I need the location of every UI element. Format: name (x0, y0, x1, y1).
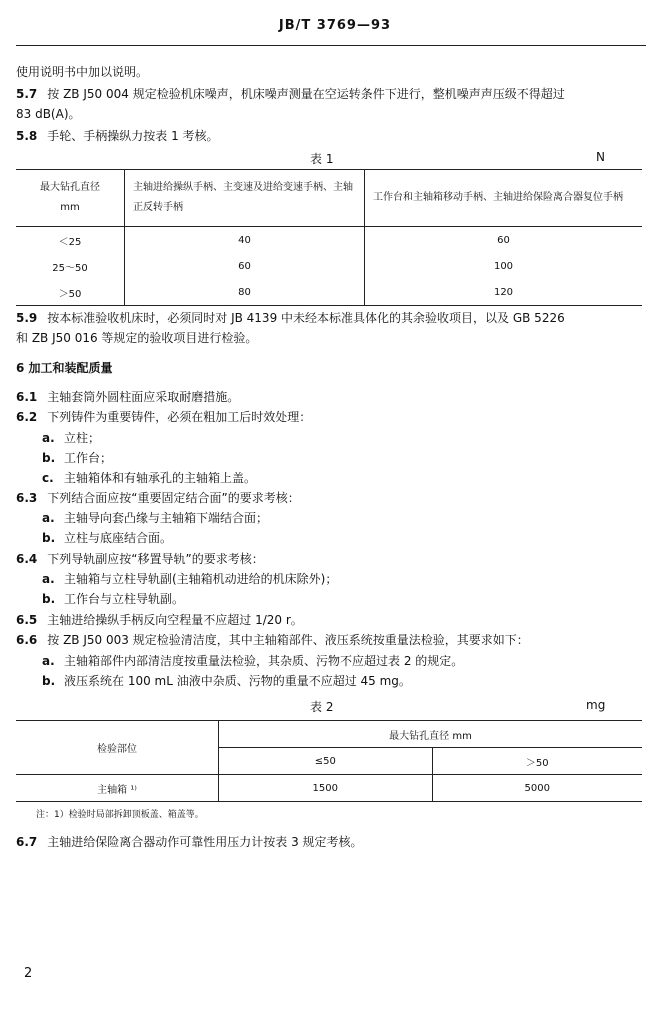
table2-title: 表 2 (310, 700, 334, 714)
table1-cell-force-b: 60 (497, 234, 510, 246)
list-text: 主轴箱体和有轴承孔的主轴箱上盖。 (64, 471, 257, 485)
section-6-heading: 6 加工和装配质量 (16, 361, 113, 375)
clause-number: 5.9 (16, 311, 38, 325)
list-text: 液压系统在 100 mL 油液中杂质、污物的重量不应超过 45 mg。 (64, 674, 411, 688)
list-item (42, 591, 184, 607)
list-item (42, 450, 112, 466)
list-item (42, 510, 268, 526)
table1-cell-diameter: ＞50 (16, 279, 125, 306)
list-item (42, 530, 172, 546)
table1-unit: N (596, 150, 605, 164)
table1-header-diameter: 最大钻孔直径 mm (16, 170, 125, 227)
clause-6-4 (16, 551, 264, 567)
list-text: 主轴导向套凸缘与主轴箱下端结合面； (64, 511, 269, 525)
table2-cell-gt50: 5000 (432, 775, 642, 802)
clause-text: 按本标准验收机床时，必须同时对 JB 4139 中未经本标准具体化的其余验收项目，以及 GB 5226 (47, 311, 565, 325)
table2-subheader-gt50: ＞50 (432, 748, 642, 775)
list-text: 立柱； (64, 431, 101, 445)
clause-number: 6.7 (16, 835, 38, 849)
clause-number: 6.4 (16, 552, 38, 566)
list-text: 工作台与立柱导轨副。 (64, 592, 185, 606)
clause-number: 5.7 (16, 87, 38, 101)
table2-header-row (16, 721, 642, 748)
clause-number: 6.6 (16, 633, 38, 647)
table1-title: 表 1 (310, 152, 334, 166)
table1-cell-diameter: 25～50 (16, 253, 125, 279)
clause-6-6 (16, 632, 529, 648)
list-text: 主轴箱部件内部清洁度按重量法检验，其杂质、污物不应超过表 2 的规定。 (64, 654, 464, 668)
page-number: 2 (24, 966, 33, 981)
clause-6-5 (16, 612, 303, 628)
clause-text: 主轴进给操纵手柄反向空程量不应超过 1/20 r。 (47, 613, 303, 627)
continuation-text: 使用说明书中加以说明。 (16, 65, 149, 79)
list-letter: b. (42, 592, 56, 606)
table2-row-label: 主轴箱 ¹⁾ (16, 775, 219, 802)
table2-cell-le50: 1500 (219, 775, 433, 802)
table1-cell-force-b: 120 (493, 286, 514, 298)
list-item (42, 470, 256, 486)
list-letter: a. (42, 431, 55, 445)
table1-cell-force-a: 40 (125, 227, 365, 254)
table1-cell-force-a: 80 (125, 279, 365, 306)
clause-text: 下列结合面应按“重要固定结合面”的要求考核： (47, 491, 300, 505)
table1-header-row (16, 170, 642, 227)
table-row (16, 253, 642, 279)
clause-text: 手轮、手柄操纵力按表 1 考核。 (47, 129, 219, 143)
table-row (16, 279, 642, 306)
table1-header-col2: 主轴进给操纵手柄、主变速及进给变速手柄、主轴正反转手柄 (125, 170, 365, 227)
list-item (42, 673, 411, 689)
table1-cell-force-b: 100 (493, 260, 514, 272)
clause-number: 5.8 (16, 129, 38, 143)
list-letter: b. (42, 451, 56, 465)
clause-5-7 (16, 86, 565, 102)
table-2 (16, 720, 642, 802)
list-text: 立柱与底座结合面。 (64, 531, 173, 545)
list-letter: a. (42, 654, 55, 668)
table1-cell-diameter: ＜25 (16, 227, 125, 254)
list-text: 主轴箱与立柱导轨副(主轴箱机动进给的机床除外)； (64, 572, 338, 586)
header-rule (16, 45, 646, 46)
list-text: 工作台； (64, 451, 113, 465)
table1-cell-force-a: 60 (125, 253, 365, 279)
table-row (16, 775, 642, 802)
clause-number: 6.5 (16, 613, 38, 627)
list-letter: c. (42, 471, 54, 485)
table2-header-part: 检验部位 (16, 721, 219, 775)
clause-number: 6.2 (16, 410, 38, 424)
list-letter: b. (42, 531, 56, 545)
clause-5-9 (16, 310, 565, 326)
clause-text: 主轴进给保险离合器动作可靠性用压力计按表 3 规定考核。 (47, 835, 363, 849)
clause-text: 下列导轨副应按“移置导轨”的要求考核： (47, 552, 264, 566)
table2-subheader-le50: ≤50 (219, 748, 433, 775)
clause-5-8 (16, 128, 219, 144)
clause-text: 按 ZB J50 004 规定检验机床噪声，机床噪声测量在空运转条件下进行，整机噪声声压级不得超过 (47, 87, 565, 101)
clause-5-9-cont: 和 ZB J50 016 等规定的验收项目进行检验。 (16, 331, 258, 345)
clause-5-7-cont: 83 dB(A)。 (16, 107, 81, 121)
clause-text: 主轴套筒外圆柱面应采取耐磨措施。 (47, 390, 240, 404)
table-row (16, 227, 642, 254)
clause-6-2 (16, 409, 311, 425)
table2-unit: mg (586, 698, 606, 712)
table-1 (16, 169, 642, 306)
clause-text: 下列铸件为重要铸件，必须在粗加工后时效处理： (47, 410, 312, 424)
table2-footnote: 注：1）检验时局部拆卸顶板盖、箱盖等。 (36, 810, 204, 820)
table1-header-col3: 工作台和主轴箱移动手柄、主轴进给保险离合器复位手柄 (365, 170, 643, 227)
clause-6-1 (16, 389, 239, 405)
clause-number: 6.1 (16, 390, 38, 404)
clause-6-3 (16, 490, 300, 506)
clause-number: 6.3 (16, 491, 38, 505)
list-item (42, 571, 337, 587)
list-letter: a. (42, 572, 55, 586)
clause-text: 按 ZB J50 003 规定检验清洁度，其中主轴箱部件、液压系统按重量法检验，其要求如下： (47, 633, 529, 647)
table2-header-diameter: 最大钻孔直径 mm (219, 721, 643, 748)
document-code-header: JB/T 3769—93 (278, 18, 392, 33)
list-item (42, 430, 100, 446)
list-letter: a. (42, 511, 55, 525)
list-item (42, 653, 463, 669)
list-letter: b. (42, 674, 56, 688)
clause-6-7 (16, 834, 363, 850)
